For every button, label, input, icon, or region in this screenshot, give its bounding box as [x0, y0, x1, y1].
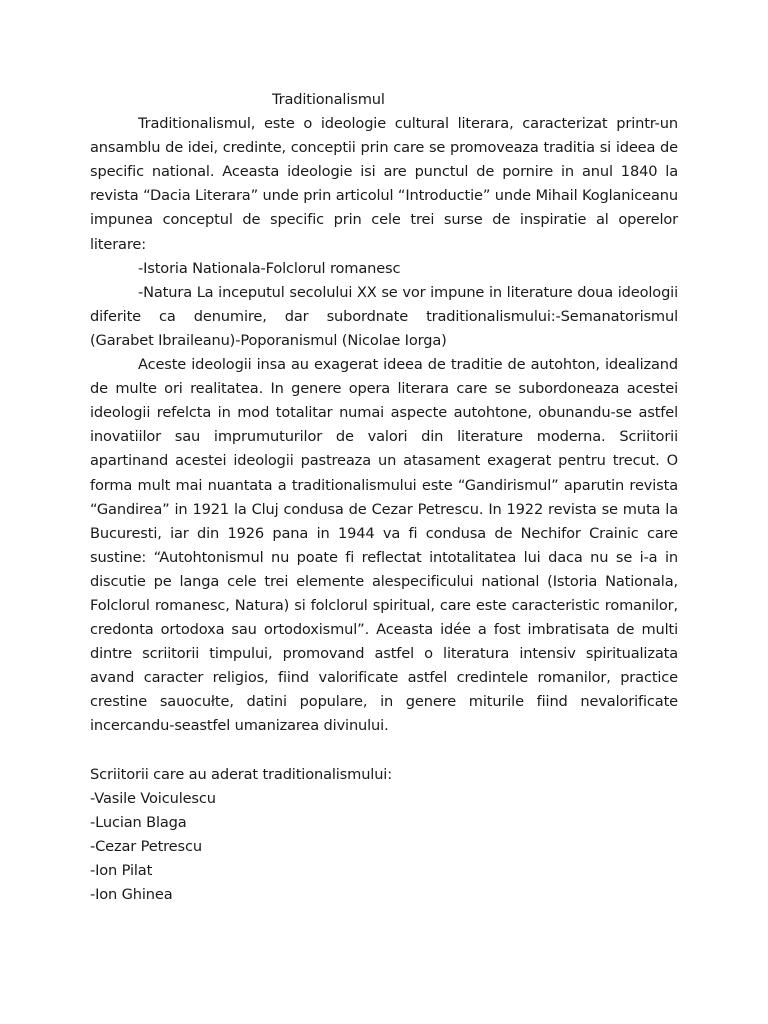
- writer-item: -Vasile Voiculescu: [90, 789, 216, 807]
- writer-item: -Ion Ghinea: [90, 886, 173, 904]
- writer-item: -Ion Pilat: [90, 862, 153, 879]
- paragraph-intro: Traditionalismul, este o ideologie cultural literara, caracterizat printr-un ansamblu de idei, credinte, conceptii prin care se promoveaza traditia si ideea de specific national. Aceasta ideologie isi are punctul de pornire in anul 1840 la revista “Dacia Literara” unde prin articolul “Introductie” unde Mihail Koglaniceanu impunea conceptul de specific prin cele trei surse de inspiratie al operelor literare:: [90, 115, 678, 253]
- paragraph-ideologies: -Natura La inceputul secolului XX se vor impune in literature doua ideologii diferite ca denumire, dar subordnate traditionalismului:-Semanatorismul (Garabet Ibraileanu)-Poporanismul (Nicolae Iorga): [90, 283, 678, 349]
- document-body: [90, 88, 678, 907]
- paragraph-gandirism: Aceste ideologii insa au exagerat ideea de traditie de autohton, idealizand de multe ori realitatea. In genere opera literara care se subordoneaza acestei ideologii refelcta in mod totalitar numai aspecte autohtone, obunandu-se astfel inovatiilor sau imprumuturilor de valori din literature moderna. Scriitorii apartinand acestei ideologii pastreaza un atasament exagerat pentru trecut. O forma mult mai nuantata a traditionalismului este “Gandirismul” aparutin revista “Gandirea” in 1921 la Cluj condusa de Cezar Petrescu. In 1922 revista se muta la Bucuresti, iar din 1926 pana in 1944 va fi condusa de Nechifor Crainic care sustine: “Autohtonismul nu poate fi reflectat intotalitatea lui daca nu se i-a in discutie pe langa cele trei elemente alespecificului national (Istoria Nationala, Folclorul romanesc, Natura) si folclorul spiritual, care este caracteristic romanilor, credonta ortodoxa sau ortodoxismul”. Aceasta idée a fost imbratisata de multi dintre scriitorii timpului, promovand astfel o literatura intensiv spiritualizata avand caracter religios, fiind valorificate astfel credintele romanilor, practice crestine sauocułte, datini populare, in genere miturile fiind nevalorificate incercandu-seastfel umanizarea divinului.: [90, 356, 678, 735]
- writers-heading: Scriitorii care au aderat traditionalismului:: [90, 765, 392, 783]
- blank-line: [90, 739, 678, 763]
- writers-list: [90, 787, 678, 907]
- document-title: Traditionalismul: [272, 91, 385, 108]
- paragraph-sources-line: -Istoria Nationala-Folclorul romanesc: [138, 259, 401, 277]
- writer-item: -Lucian Blaga: [90, 813, 187, 831]
- writer-item: -Cezar Petrescu: [90, 837, 202, 855]
